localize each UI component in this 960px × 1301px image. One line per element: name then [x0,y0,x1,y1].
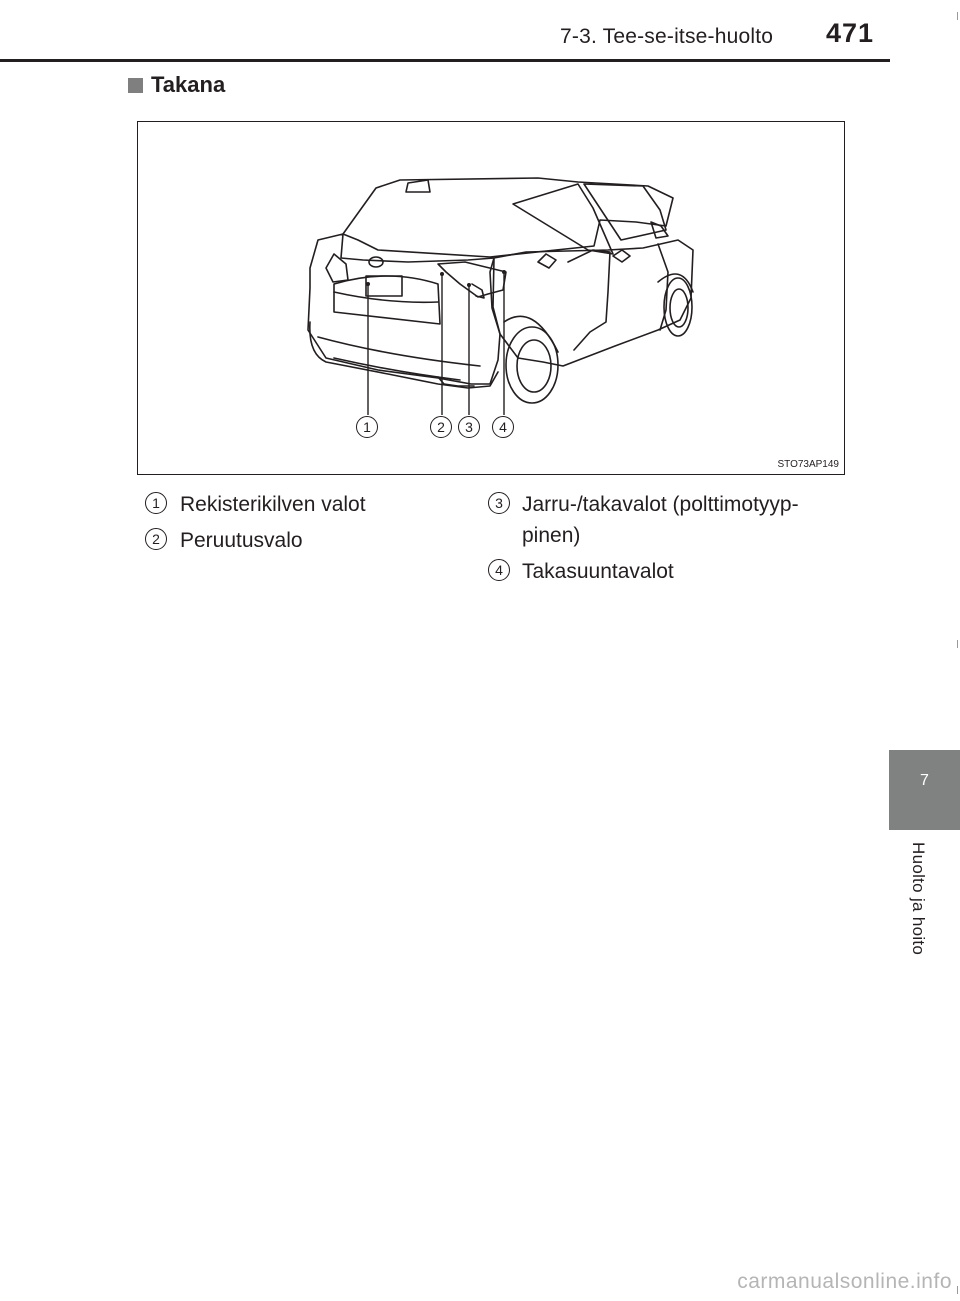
callout-4: 4 [492,416,514,438]
legend-number-2: 2 [145,528,167,550]
legend-text-reverse-light: Peruutusvalo [180,529,303,552]
legend-text-license-plate-lights: Rekisterikilven valot [180,493,366,516]
car-rear-figure [137,121,845,475]
page-number: 471 [826,18,875,48]
legend-number-4: 4 [488,559,510,581]
legend-number-3: 3 [488,492,510,514]
chapter-tab [889,750,960,830]
crop-mark [957,640,958,648]
callout-2: 2 [430,416,452,438]
watermark: carmanualsonline.info [737,1270,952,1293]
figure-image-code: STO73AP149 [777,459,839,470]
section-heading-text: Takana [151,72,226,97]
crop-mark [957,1286,958,1294]
header-rule [0,59,890,62]
chapter-label: Huolto ja hoito [909,842,928,956]
callout-3: 3 [458,416,480,438]
legend-text-brake-tail-lights-line2: pinen) [522,524,581,547]
legend-number-1: 1 [145,492,167,514]
square-bullet-icon [128,78,143,93]
section-heading [128,72,225,98]
legend-text-rear-turn-signals: Takasuuntavalot [522,560,674,583]
crop-mark [957,12,958,20]
header-section-title: 7-3. Tee-se-itse-huolto [560,25,774,48]
legend-text-brake-tail-lights-line1: Jarru-/takavalot (polttimotyyp- [522,493,799,516]
car-rear-illustration [138,122,843,473]
callout-1: 1 [356,416,378,438]
chapter-number: 7 [920,772,929,789]
